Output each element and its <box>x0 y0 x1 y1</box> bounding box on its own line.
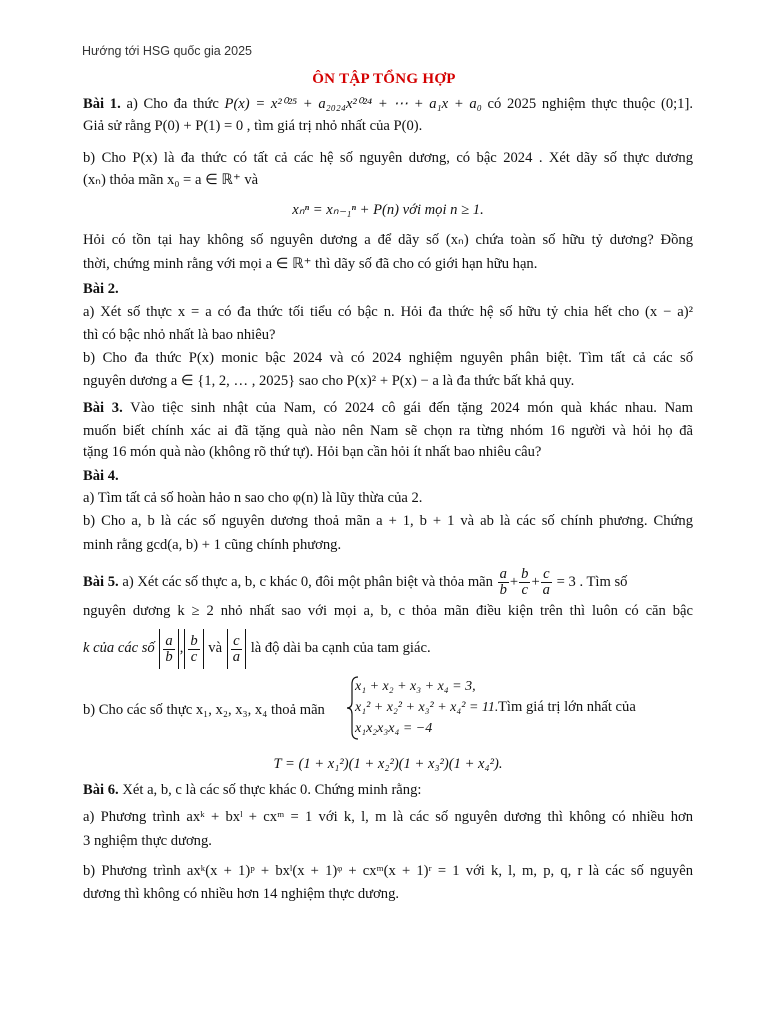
denominator: c <box>190 648 198 665</box>
fraction-a-over-b <box>498 567 509 598</box>
b1-line-5-formula: xₙⁿ = xₙ₋₁ⁿ + P(n) với mọi n ≥ 1. <box>292 202 484 218</box>
text: là độ dài ba cạnh của tam giác. <box>250 640 431 656</box>
numerator: c <box>231 634 242 650</box>
denominator: a <box>542 582 550 599</box>
b5-line-1 <box>83 564 693 600</box>
b6-line-4: b) Phương trình axᵏ(x + 1)ᵖ + bxˡ(x + 1)ᵠ + cxᵐ(x + 1)ʳ = 1 với k, l, m, p, q, r là các số nguyên <box>83 863 693 879</box>
equation-1: x₁ + x₂ + x₃ + x₄ = 3, <box>355 679 476 694</box>
problem-1-label: Bài 1. <box>83 96 121 112</box>
b2-line-2: thì có bậc nhỏ nhất là bao nhiêu? <box>83 327 276 343</box>
b5-line-4a: b) Cho các số thực x₁, x₂, x₃, x₄ thoả mãn <box>83 702 325 718</box>
b1-line-2: Giả sử rằng P(0) + P(1) = 0 , tìm giá trị nhỏ nhất của P(0). <box>83 118 423 134</box>
b2-line-1: a) Xét số thực x = a có đa thức tối tiểu có bậc n. Hỏi đa thức hệ số hữu tỷ chia hết cho (x − a)² <box>83 304 693 320</box>
denominator: b <box>499 582 507 599</box>
b3-line-1 <box>83 398 693 418</box>
text: Vào tiệc sinh nhật của Nam, có 2024 cô gái đến tặng 2024 món quà khác nhau. Nam <box>130 400 693 416</box>
equation-system <box>355 676 498 739</box>
label: Bài 4. <box>83 468 119 484</box>
comma: , <box>179 640 184 656</box>
problem-3-label: Bài 3. <box>83 400 123 416</box>
abs-b-over-c <box>184 629 203 669</box>
denominator: b <box>165 648 173 665</box>
page-header: Hướng tới HSG quốc gia 2025 <box>82 44 252 58</box>
b1-line-7: thời, chứng minh rằng với mọi a ∈ ℝ⁺ thì dãy số đã cho có giới hạn hữu hạn. <box>83 256 538 272</box>
b5-line-4b: Tìm giá trị lớn nhất của <box>498 699 636 715</box>
numerator: a <box>499 566 507 583</box>
b4-line-1: a) Tìm tất cả số hoàn hảo n sao cho φ(n) là lũy thừa của 2. <box>83 490 423 506</box>
equation-3: x₁x₂x₃x₄ = −4 <box>355 721 433 736</box>
b6-line-1 <box>83 780 693 800</box>
problem-2-label <box>83 279 693 299</box>
denominator: c <box>521 582 529 599</box>
abs-a-over-b <box>159 629 178 669</box>
b1-line-6: Hỏi có tồn tại hay không số nguyên dương a để dãy số (xₙ) chứa toàn số hữu tỷ dương? Đồng <box>83 232 693 248</box>
text: a) Cho đa thức <box>126 96 219 112</box>
b6-line-5: dương thì không có nhiều hơn 14 nghiệm thực dương. <box>83 886 400 902</box>
page-title: ÔN TẬP TỔNG HỢP <box>312 71 456 87</box>
text: k của các số <box>83 640 155 656</box>
fraction-b-over-c <box>519 567 530 598</box>
numerator: a <box>165 632 173 649</box>
text: = 3 . Tìm số <box>556 574 628 590</box>
numerator: c <box>541 567 552 583</box>
label: Bài 2. <box>83 281 119 297</box>
text: có 2025 nghiệm thực thuộc (0;1]. <box>487 96 693 112</box>
b2-line-4: nguyên dương a ∈ {1, 2, … , 2025} sao cho P(x)² + P(x) − a là đa thức bất khả quy. <box>83 373 575 389</box>
b1-line-4: (xₙ) thỏa mãn x₀ = a ∈ ℝ⁺ và <box>83 172 259 188</box>
math-polynomial: P(x) = x²⁰²⁵ + a₂₀₂₄x²⁰²⁴ + ⋯ + a₁x + a₀ <box>224 96 482 112</box>
b5-line-5-formula: T = (1 + x₁²)(1 + x₂²)(1 + x₃²)(1 + x₄²). <box>273 756 503 772</box>
plus-sign: + <box>509 574 519 590</box>
numerator: b <box>521 566 529 583</box>
b1-line-1 <box>83 94 693 114</box>
problem-6-label: Bài 6. <box>83 782 119 798</box>
text: và <box>208 640 223 656</box>
abs-c-over-a <box>227 629 246 669</box>
b3-line-3: tặng 16 món quà nào (không rõ thứ tự). Hỏi bạn cần hỏi ít nhất bao nhiêu câu? <box>83 444 542 460</box>
problem-4-label <box>83 466 693 486</box>
denominator: a <box>232 648 241 665</box>
numerator: b <box>190 632 198 649</box>
b4-line-3: minh rằng gcd(a, b) + 1 cũng chính phương. <box>83 537 342 553</box>
b6-line-3: 3 nghiệm thực dương. <box>83 833 212 849</box>
text: Xét a, b, c là các số thực khác 0. Chứng minh rằng: <box>122 782 422 798</box>
b6-line-2: a) Phương trình axᵏ + bxˡ + cxᵐ = 1 với k, l, m là các số nguyên dương thì không có nhiều hơn <box>83 809 693 825</box>
b1-line-3: b) Cho P(x) là đa thức có tất cả các hệ số nguyên dương, có bậc 2024 . Xét dãy số thực dương <box>83 150 693 166</box>
fraction-c-over-a <box>541 567 552 598</box>
b5-line-2: nguyên dương k ≥ 2 nhỏ nhất sao với mọi a, b, c thỏa mãn điều kiện trên thì luôn có căn bậc <box>83 603 693 619</box>
b4-line-2: b) Cho a, b là các số nguyên dương thoả mãn a + 1, b + 1 và ab là các số chính phương. Chứng <box>83 513 693 529</box>
b2-line-3: b) Cho đa thức P(x) monic bậc 2024 và có 2024 nghiệm nguyên phân biệt. Tìm tất cả các số <box>83 350 693 366</box>
b5-line-3 <box>83 628 693 668</box>
plus-sign: + <box>531 574 540 590</box>
problem-5-label: Bài 5. <box>83 574 119 590</box>
equation-2: x₁² + x₂² + x₃² + x₄² = 11. <box>355 700 499 715</box>
text: a) Xét các số thực a, b, c khác 0, đôi một phân biệt và thỏa mãn <box>122 574 493 590</box>
b3-line-2: muốn biết chính xác ai đã tặng quà nào nên Nam sẽ chọn ra từng nhóm 16 người và hỏi họ đã <box>83 423 693 439</box>
